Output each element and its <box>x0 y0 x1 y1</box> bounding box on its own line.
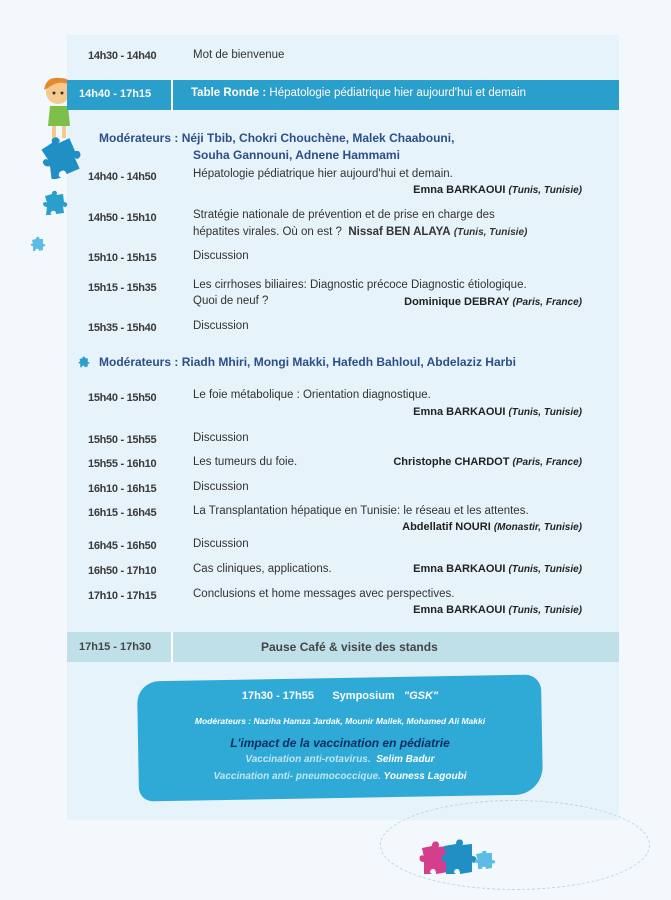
symposium-title: L'impact de la vaccination en pédiatrie <box>230 736 450 750</box>
moderators-block <box>99 130 454 147</box>
session-title: Cas cliniques, applications. <box>193 563 332 575</box>
session-title: Discussion <box>193 250 249 262</box>
moderators-label: Modérateurs : <box>99 131 179 145</box>
time-slot: 16h45 - 16h50 <box>88 540 157 552</box>
puzzle-piece-small-icon <box>42 190 68 216</box>
symposium-moderators: Modérateurs : Naziha Hamza Jardak, Mounir Mallek, Mohamed Ali Makki <box>194 716 486 726</box>
time-slot: 16h15 - 16h45 <box>88 507 157 519</box>
symposium-card <box>138 678 542 798</box>
moderators-label: Modérateurs : <box>99 355 179 369</box>
session-title: Conclusions et home messages avec perspectives. <box>193 588 455 600</box>
coffee-break-title: Pause Café & visite des stands <box>261 640 438 654</box>
time-slot: 14h40 - 17h15 <box>79 88 152 100</box>
time-slot: 16h50 - 17h10 <box>88 565 157 577</box>
moderators-names: Riadh Mhiri, Mongi Makki, Hafedh Bahloul, Abdelaziz Harbi <box>181 355 516 369</box>
session-title: La Transplantation hépatique en Tunisie: le réseau et les attentes. <box>193 505 529 517</box>
puzzle-piece-icon <box>40 135 82 179</box>
symposium-talk1: Vaccination anti-rotavirus. Selim Badur <box>245 754 435 765</box>
time-slot: 15h55 - 16h10 <box>88 458 157 470</box>
session-title: Les cirrhoses biliaires: Diagnostic précoce Diagnostic étiologique. <box>193 279 527 291</box>
session-title-line2: Quoi de neuf ? <box>193 295 269 307</box>
puzzle-piece-bullet-icon <box>78 356 90 368</box>
speaker: Emna BARKAOUI (Tunis, Tunisie) <box>413 604 582 616</box>
divider <box>171 632 173 662</box>
puzzle-cluster-icon <box>418 838 504 878</box>
time-slot: 17h15 - 17h30 <box>79 641 152 653</box>
session-title: Discussion <box>193 320 249 332</box>
session-title: Mot de bienvenue <box>193 49 285 61</box>
moderators-block <box>99 354 516 371</box>
time-slot: 14h30 - 14h40 <box>88 50 157 62</box>
session-title: Les tumeurs du foie. <box>193 456 298 468</box>
speaker: Abdellatif NOURI (Monastir, Tunisie) <box>402 521 582 533</box>
divider <box>171 80 173 110</box>
session-title: Le foie métabolique : Orientation diagnostique. <box>193 389 431 401</box>
symposium-talk2: Vaccination anti- pneumococcique. Youness Lagoubi <box>213 771 467 782</box>
session-title: Hépatologie pédiatrique hier aujourd'hui et demain. <box>193 168 453 180</box>
session-title: Stratégie nationale de prévention et de prise en charge des <box>193 209 495 221</box>
time-slot: 15h35 - 15h40 <box>88 322 157 334</box>
round-table-banner <box>67 80 619 110</box>
speaker: Dominique DEBRAY (Paris, France) <box>404 296 582 308</box>
time-slot: 15h15 - 15h35 <box>88 282 157 294</box>
time-slot: 14h50 - 15h10 <box>88 212 157 224</box>
session-title: Discussion <box>193 481 249 493</box>
coffee-break-banner <box>67 632 619 662</box>
time-slot: 16h10 - 16h15 <box>88 483 157 495</box>
moderators-names-line2: Souha Gannouni, Adnene Hammami <box>193 148 400 162</box>
round-table-title: Table Ronde : Hépatologie pédiatrique hier aujourd'hui et demain <box>191 87 527 99</box>
session-title-line2: hépatites virales. Où on est ? Nissaf BEN ALAYA (Tunis, Tunisie) <box>193 226 528 238</box>
speaker: Emna BARKAOUI (Tunis, Tunisie) <box>413 184 582 196</box>
moderators-names: Néji Tbib, Chokri Chouchène, Malek Chaabouni, <box>181 131 455 145</box>
time-slot: 17h10 - 17h15 <box>88 590 157 602</box>
time-slot: 15h50 - 15h55 <box>88 434 157 446</box>
session-title: Discussion <box>193 538 249 550</box>
session-title: Discussion <box>193 432 249 444</box>
time-slot: 15h40 - 15h50 <box>88 392 157 404</box>
time-slot: 15h10 - 15h15 <box>88 252 157 264</box>
speaker: Emna BARKAOUI (Tunis, Tunisie) <box>413 406 582 418</box>
puzzle-piece-tiny-icon <box>30 236 46 252</box>
speaker: Emna BARKAOUI (Tunis, Tunisie) <box>413 563 582 575</box>
speaker: Christophe CHARDOT (Paris, France) <box>393 456 582 468</box>
symposium-header: 17h30 - 17h55 Symposium "GSK" <box>241 690 439 702</box>
time-slot: 14h40 - 14h50 <box>88 171 157 183</box>
